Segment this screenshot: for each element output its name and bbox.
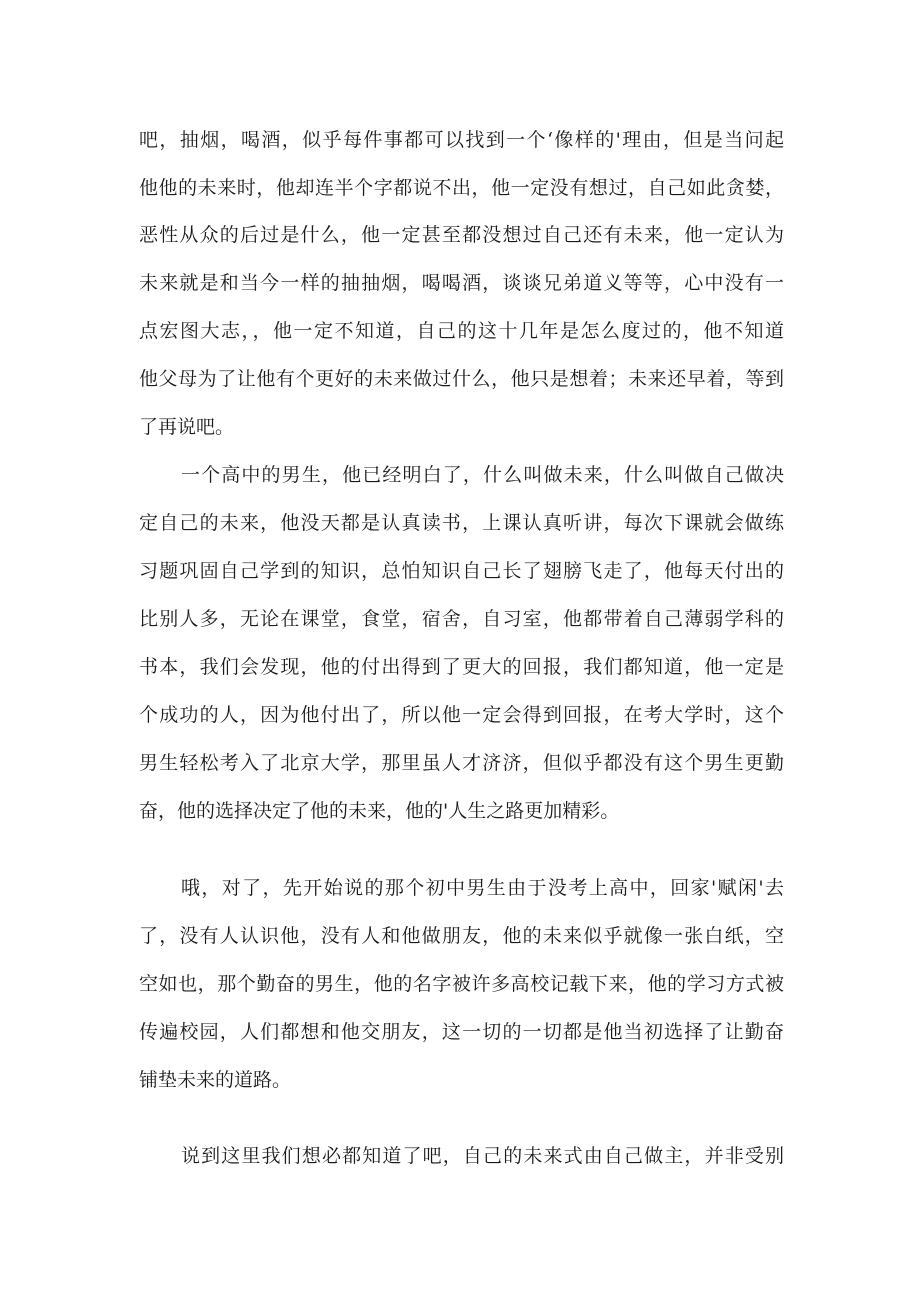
text-line: 吧，抽烟，喝酒，似乎每件事都可以找到一个‘像样的'理由，但是当问起	[139, 129, 784, 151]
text-line: 男生轻松考入了北京大学，那里虽人才济济，但似乎都没有这个男生更勤	[139, 752, 784, 774]
text-line: 习题巩固自己学到的知识，总怕知识自己长了翅膀飞走了，他每天付出的	[139, 560, 784, 582]
text-line: 书本，我们会发现，他的付出得到了更大的回报，我们都知道，他一定是	[139, 656, 784, 678]
text-line: 点宏图大志，，他一定不知道，自己的这十几年是怎么度过的，他不知道	[139, 320, 784, 342]
text-line: 恶性从众的后过是什么，他一定甚至都没想过自己还有未来，他一定认为	[139, 224, 784, 246]
text-line: 哦，对了，先开始说的那个初中男生由于没考上高中，回家'赋闲'去	[181, 877, 784, 899]
text-line: 个成功的人，因为他付出了，所以他一定会得到回报，在考大学时，这个	[139, 704, 784, 726]
text-line: 他他的未来时，他却连半个字都说不出，他一定没有想过，自己如此贪婪，	[139, 177, 784, 199]
text-line: 铺垫未来的道路。	[139, 1069, 292, 1091]
text-line: 比别人多，无论在课堂，食堂，宿舍，自习室，他都带着自己薄弱学科的	[139, 608, 784, 630]
text-line: 传遍校园，人们都想和他交朋友，这一切的一切都是他当初选择了让勤奋	[139, 1021, 784, 1043]
text-line: 定自己的未来，他没天都是认真读书，上课认真听讲，每次下课就会做练	[139, 512, 784, 534]
text-line: 说到这里我们想必都知道了吧，自己的未来式由自己做主，并非受别	[181, 1145, 784, 1167]
text-line: 空如也，那个勤奋的男生，他的名字被许多高校记载下来，他的学习方式被	[139, 973, 784, 995]
text-line: 了再说吧。	[139, 416, 235, 438]
text-line: 了，没有人认识他，没有人和他做朋友，他的未来似乎就像一张白纸，空	[139, 925, 784, 947]
text-line: 一个高中的男生，他已经明白了，什么叫做未来，什么叫做自己做决	[181, 464, 784, 486]
text-line: 未来就是和当今一样的抽抽烟，喝喝酒，谈谈兄弟道义等等，心中没有一	[139, 272, 784, 294]
text-line: 奋，他的选择决定了他的未来，他的'人生之路更加精彩。	[139, 800, 620, 822]
text-line: 他父母为了让他有个更好的未来做过什么，他只是想着；未来还早着，等到	[139, 368, 784, 390]
